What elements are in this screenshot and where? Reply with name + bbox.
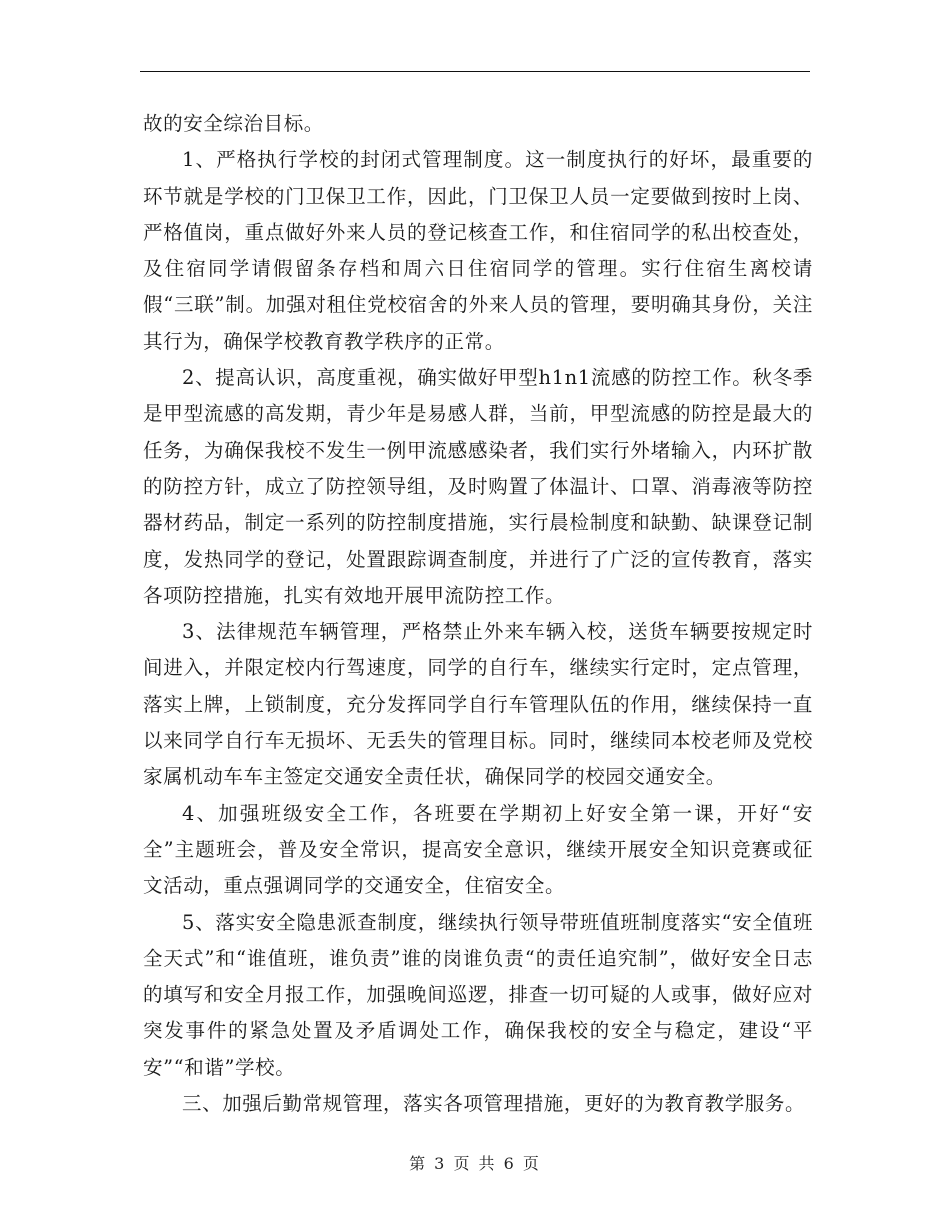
page-number-footer: 第 3 页 共 6 页 bbox=[409, 1154, 541, 1173]
paragraph-6: 三、加强后勤常规管理，落实各项管理措施，更好的为教育教学服务。 bbox=[182, 1092, 806, 1116]
paragraph-0: 故的安全综治目标。 bbox=[143, 112, 324, 135]
header-rule bbox=[140, 71, 810, 72]
paragraph-4: 4、加强班级安全工作，各班要在学期初上好安全第一课，开好“安全”主题班会，普及安全常识，提高安全意识，继续开展安全知识竞赛或征文活动，重点强调同学的交通安全，住宿安全。 bbox=[143, 801, 813, 898]
paragraph-3: 3、法律规范车辆管理，严格禁止外来车辆入校，送货车辆要按规定时间进入，并限定校内行驾速度，同学的自行车，继续实行定时，定点管理，落实上牌，上锁制度，充分发挥同学自行车管理队伍的作用，继续保持一直以来同学自行车无损坏、无丢失的管理目标。同时，继续同本校老师及党校家属机动车车主签定交通安全责任状，确保同学的校园交通安全。 bbox=[143, 620, 813, 789]
paragraph-1: 1、严格执行学校的封闭式管理制度。这一制度执行的好坏，最重要的环节就是学校的门卫保卫工作，因此，门卫保卫人员一定要做到按时上岗、严格值岗，重点做好外来人员的登记核查工作，和住宿同学的私出校查处，及住宿同学请假留条存档和周六日住宿同学的管理。实行住宿生离校请假“三联”制。加强对租住党校宿舍的外来人员的管理，要明确其身份，关注其行为，确保学校教育教学秩序的正常。 bbox=[143, 148, 813, 353]
paragraph-5: 5、落实安全隐患派查制度，继续执行领导带班值班制度落实“安全值班全天式”和“谁值班，谁负责”谁的岗谁负责“的责任追究制”，做好安全日志的填写和安全月报工作，加强晚间巡逻，排查一切可疑的人或事，做好应对突发事件的紧急处置及矛盾调处工作，确保我校的安全与稳定，建设“平安”“和谐”学校。 bbox=[143, 910, 813, 1079]
paragraph-2: 2、提高认识，高度重视，确实做好甲型h1n1流感的防控工作。秋冬季是甲型流感的高发期，青少年是易感人群，当前，甲型流感的防控是最大的任务，为确保我校不发生一例甲流感感染者，我们实行外堵输入，内环扩散的防控方针，成立了防控领导组，及时购置了体温计、口罩、消毒液等防控器材药品，制定一系列的防控制度措施，实行晨检制度和缺勤、缺课登记制度，发热同学的登记，处置跟踪调查制度，并进行了广泛的宣传教育，落实各项防控措施，扎实有效地开展甲流防控工作。 bbox=[143, 366, 813, 607]
document-body bbox=[143, 106, 813, 1122]
